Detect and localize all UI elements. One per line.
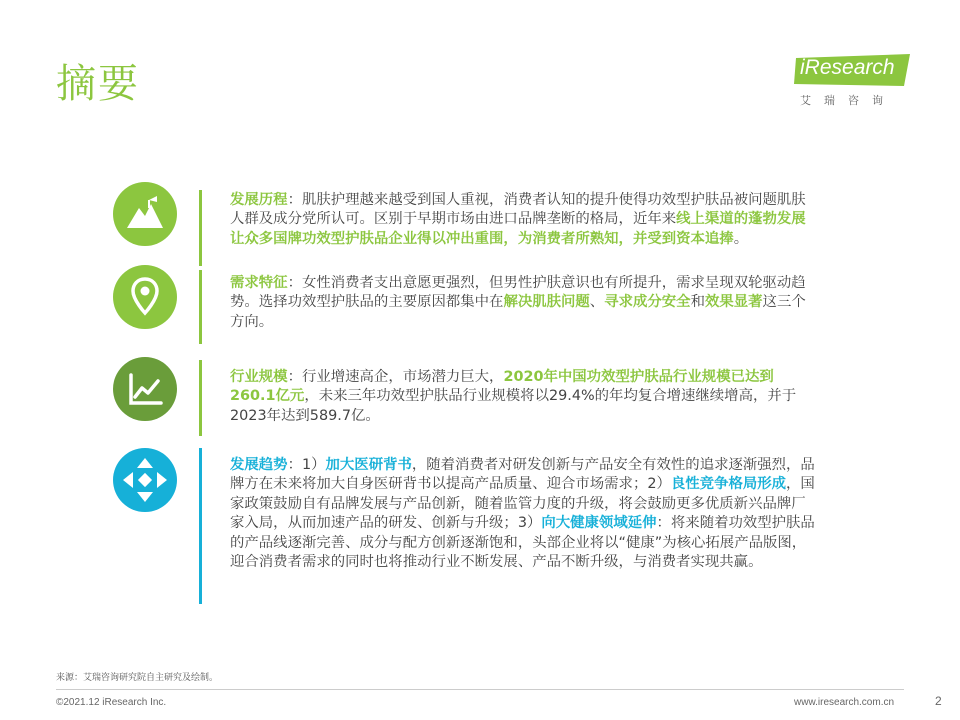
iresearch-logo	[792, 52, 918, 112]
section-text: 、	[589, 294, 605, 311]
location-pin-icon	[113, 265, 177, 329]
section-text: ：行业增速高企，市场潜力巨大，	[287, 369, 504, 385]
section-text: ：肌肤护理越来越受到国人重视，消费者认知的提升使得功效型护肤品被问题肌肤人群及成分党所认可。区别于早期市场由进口品牌垄断的格局，近年来	[230, 192, 806, 228]
logo-chinese-name: 艾瑞咨询	[800, 94, 896, 107]
line-chart-icon	[113, 357, 177, 421]
highlight-text: 效果显著	[704, 294, 763, 311]
section-text: ，国家政策鼓励自有品牌发展与产品创新，随着监管力度的升级，将会鼓励更多优质新兴品牌厂家入局，从而加速产品的研发、创新与升级；3）	[230, 476, 815, 532]
highlight-text: 寻求成分安全	[604, 294, 691, 311]
mountain-icon	[113, 182, 177, 246]
highlight-text: 加大医研背书	[325, 457, 412, 473]
highlight-text: 向大健康领域延伸	[541, 515, 657, 532]
page-title: 摘要	[56, 61, 140, 107]
section-divider-bar	[199, 448, 202, 604]
copyright: ©2021.12 iResearch Inc.	[56, 697, 167, 708]
section-text: ：1）	[287, 457, 326, 473]
section-demand-characteristics	[230, 274, 818, 332]
section-text: ：将来随着功效型护肤品的产品线逐渐完善、成分与配方创新逐渐饱和，头部企业将以“健康”为核心拓展产品版图，迎合消费者需求的同时也将推动行业不断发展、产品不断升级，与消费者实现共赢。	[230, 515, 815, 571]
section-industry-scale	[230, 368, 818, 426]
highlight-text: 2020年中国功效型护肤品行业规模已达到260.1亿元	[230, 369, 774, 405]
section-divider-bar	[199, 270, 202, 344]
section-heading: 行业规模	[230, 369, 288, 385]
logo-wordmark: iResearch	[800, 56, 895, 79]
section-heading: 需求特征	[230, 275, 288, 291]
section-text: ：女性消费者支出意愿更强烈，但男性护肤意识也有所提升，需求呈现双轮驱动趋势。选择功效型护肤品的主要原因都集中在	[230, 275, 806, 311]
section-text: ，随着消费者对研发创新与产品安全有效性的追求逐渐强烈，品牌方在未来将加大自身医研背书以提高产品质量、迎合市场需求；2）	[230, 457, 815, 493]
section-heading: 发展趋势	[230, 457, 288, 473]
page-number: 2	[935, 694, 942, 708]
direction-arrows-icon	[113, 448, 177, 512]
highlight-text: 解决肌肤问题	[503, 294, 590, 311]
section-development-history	[230, 191, 818, 249]
highlight-text: 线上渠道的蓬勃发展让众多国牌功效型护肤品企业得以冲出重围，为消费者所熟知，并受到资本追捧	[230, 211, 806, 247]
website-url: www.iresearch.com.cn	[794, 697, 895, 708]
section-heading: 发展历程	[230, 192, 288, 208]
section-divider-bar	[199, 360, 202, 436]
section-text: 这三个方向。	[230, 294, 806, 330]
footer-divider	[56, 689, 904, 690]
section-divider-bar	[199, 190, 202, 266]
section-development-trend	[230, 456, 818, 572]
highlight-text: 良性竞争格局形成	[670, 476, 787, 493]
section-text: 和	[690, 294, 705, 311]
source-note: 来源：艾瑞咨询研究院自主研究及绘制。	[56, 673, 219, 683]
section-text: 。	[733, 230, 749, 247]
section-text: ，未来三年功效型护肤品行业规模将以29.4%的年均复合增速继续增高，并于2023年达到589.7亿。	[230, 388, 797, 424]
